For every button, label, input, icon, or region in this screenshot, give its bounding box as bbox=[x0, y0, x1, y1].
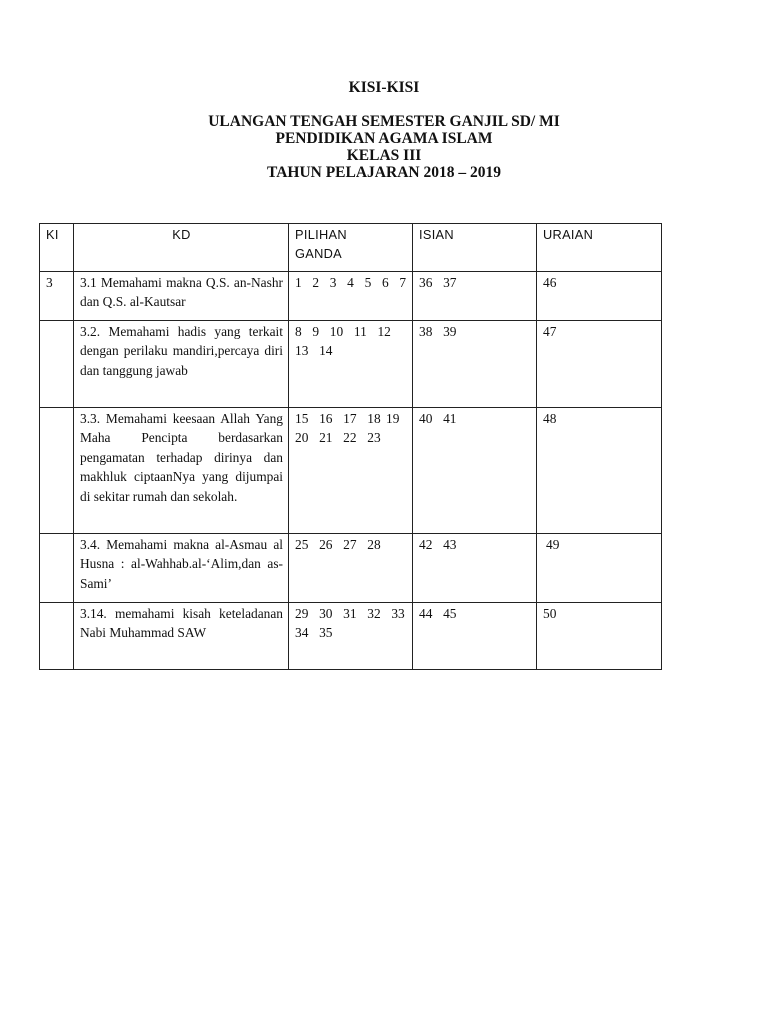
cell-uraian: 46 bbox=[537, 272, 662, 321]
cell-isian: 40 41 bbox=[413, 408, 537, 534]
cell-uraian: 48 bbox=[537, 408, 662, 534]
header-ki: KI bbox=[40, 224, 74, 272]
heading-line-exam: ULANGAN TENGAH SEMESTER GANJIL SD/ MI bbox=[208, 113, 560, 130]
kisi-kisi-table bbox=[39, 223, 662, 670]
cell-ki bbox=[40, 408, 74, 534]
cell-uraian: 50 bbox=[537, 603, 662, 670]
header-uraian: URAIAN bbox=[537, 224, 662, 272]
header-kd: KD bbox=[74, 224, 289, 272]
cell-kd: 3.2. Memahami hadis yang terkait dengan perilaku mandiri,percaya diri dan tanggung jawab bbox=[74, 321, 289, 408]
cell-kd: 3.14. memahami kisah keteladanan Nabi Muhammad SAW bbox=[74, 603, 289, 670]
cell-pilihan-ganda: 8 9 10 11 12 13 14 bbox=[289, 321, 413, 408]
heading-line-class: KELAS III bbox=[346, 147, 422, 164]
cell-pilihan-ganda: 1 2 3 4 5 6 7 bbox=[289, 272, 413, 321]
table-row bbox=[40, 603, 662, 670]
table-row bbox=[40, 272, 662, 321]
cell-isian: 36 37 bbox=[413, 272, 537, 321]
table-header-row bbox=[40, 224, 662, 272]
cell-ki bbox=[40, 534, 74, 603]
document-title: KISI-KISI bbox=[348, 79, 420, 96]
cell-ki bbox=[40, 321, 74, 408]
document-heading bbox=[0, 113, 768, 181]
cell-kd: 3.3. Memahami keesaan Allah Yang Maha Pencipta berdasarkan pengamatan terhadap dirinya dan makhluk ciptaanNya yang dijumpai di sekitar rumah dan sekolah. bbox=[74, 408, 289, 534]
cell-isian: 42 43 bbox=[413, 534, 537, 603]
cell-isian: 44 45 bbox=[413, 603, 537, 670]
table-row bbox=[40, 534, 662, 603]
cell-pilihan-ganda: 15 16 17 18 19 20 21 22 23 bbox=[289, 408, 413, 534]
table-row bbox=[40, 321, 662, 408]
cell-uraian: 47 bbox=[537, 321, 662, 408]
header-pilihan-ganda: PILIHAN GANDA bbox=[289, 224, 413, 272]
table-row bbox=[40, 408, 662, 534]
cell-kd: 3.1 Memahami makna Q.S. an-Nashr dan Q.S. al-Kautsar bbox=[74, 272, 289, 321]
heading-line-subject: PENDIDIKAN AGAMA ISLAM bbox=[275, 130, 493, 147]
cell-pilihan-ganda: 25 26 27 28 bbox=[289, 534, 413, 603]
cell-uraian: 49 bbox=[537, 534, 662, 603]
cell-isian: 38 39 bbox=[413, 321, 537, 408]
cell-pilihan-ganda: 29 30 31 32 33 34 35 bbox=[289, 603, 413, 670]
cell-kd: 3.4. Memahami makna al-Asmau al Husna : al-Wahhab.al-‘Alim,dan as-Sami’ bbox=[74, 534, 289, 603]
header-isian: ISIAN bbox=[413, 224, 537, 272]
heading-line-year: TAHUN PELAJARAN 2018 – 2019 bbox=[267, 164, 501, 181]
cell-ki: 3 bbox=[40, 272, 74, 321]
cell-ki bbox=[40, 603, 74, 670]
